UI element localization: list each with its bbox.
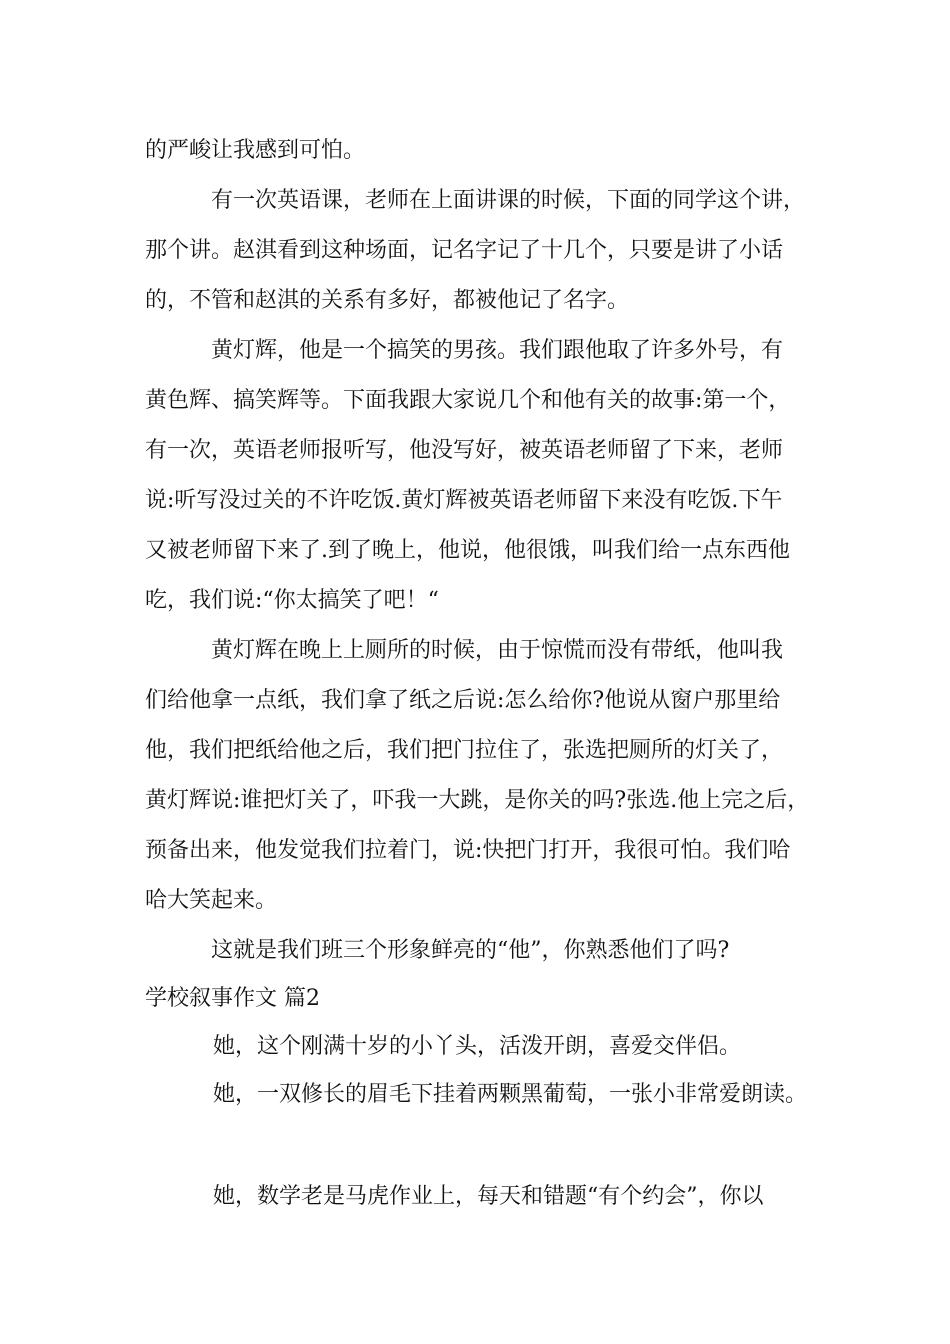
text-line: 哈大笑起来。 <box>145 888 278 913</box>
text-line: 黄灯辉在晚上上厕所的时候，由于惊慌而没有带纸，他叫我 <box>211 638 784 663</box>
text-line: 那个讲。赵淇看到这种场面，记名字记了十几个，只要是讲了小话 <box>145 238 784 263</box>
text-line: 有一次英语课，老师在上面讲课的时候，下面的同学这个讲， <box>211 188 806 213</box>
text-line: 这就是我们班三个形象鲜亮的“他”，你熟悉他们了吗? <box>211 938 730 963</box>
text-line: 她，数学老是马虎作业上，每天和错题“有个约会”，你以 <box>213 1184 764 1209</box>
text-line: 黄灯辉，他是一个搞笑的男孩。我们跟他取了许多外号，有 <box>211 338 784 363</box>
text-line: 又被老师留下来了.到了晚上，他说，他很饿，叫我们给一点东西他 <box>145 538 790 563</box>
text-line: 她，这个刚满十岁的小丫头，活泼开朗，喜爱交伴侣。 <box>213 1034 742 1059</box>
text-line: 有一次，英语老师报听写，他没写好，被英语老师留了下来，老师 <box>145 438 784 463</box>
text-line: 预备出来，他发觉我们拉着门，说:快把门打开，我很可怕。我们哈 <box>145 838 791 863</box>
section-heading: 学校叙事作文 篇2 <box>145 986 320 1011</box>
text-line: 的严峻让我感到可怕。 <box>145 138 366 163</box>
text-line: 黄色辉、搞笑辉等。下面我跟大家说几个和他有关的故事:第一个， <box>145 388 791 413</box>
text-line: 吃，我们说:“你太搞笑了吧！“ <box>145 588 439 613</box>
text-line: 黄灯辉说:谁把灯关了，吓我一大跳，是你关的吗?张选.他上完之后， <box>145 788 810 813</box>
text-line: 们给他拿一点纸，我们拿了纸之后说:怎么给你?他说从窗户那里给 <box>145 688 781 713</box>
text-line: 他，我们把纸给他之后，我们把门拉住了，张选把厕所的灯关了， <box>145 738 784 763</box>
text-line: 的，不管和赵淇的关系有多好，都被他记了名字。 <box>145 288 630 313</box>
text-line: 她，一双修长的眉毛下挂着两颗黑葡萄，一张小非常爱朗读。 <box>213 1082 808 1107</box>
text-line: 说:听写没过关的不许吃饭.黄灯辉被英语老师留下来没有吃饭.下午 <box>145 488 783 513</box>
